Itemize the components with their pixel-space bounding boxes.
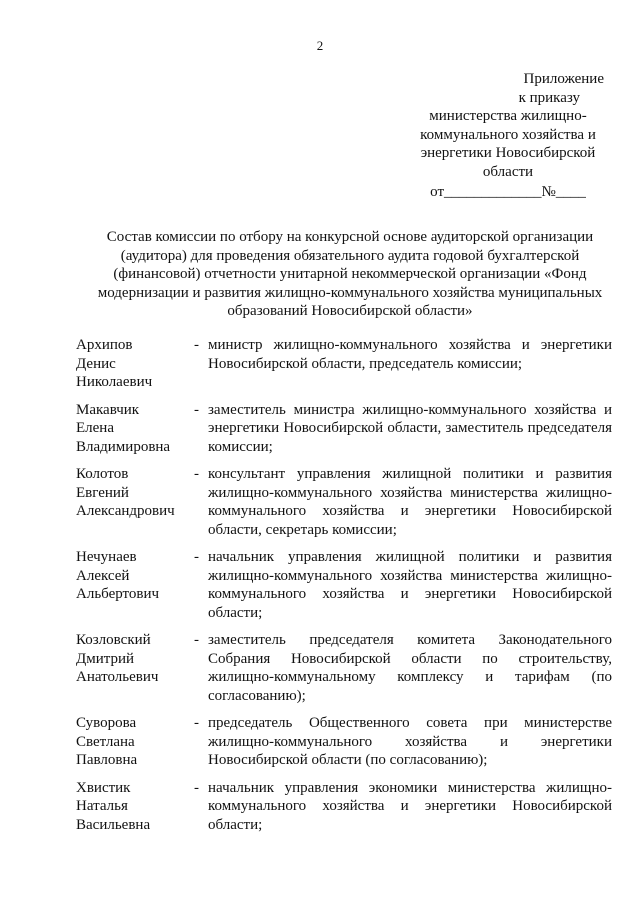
member-first-name: Евгений bbox=[76, 484, 129, 501]
member-first-name: Светлана bbox=[76, 733, 135, 750]
member-patronymic: Павловна bbox=[76, 752, 138, 768]
member-first-name: Наталья bbox=[76, 798, 128, 814]
appendix-line: коммунального хозяйства и bbox=[420, 126, 596, 143]
member-row bbox=[76, 336, 612, 392]
member-name bbox=[76, 401, 192, 457]
member-patronymic: Владимировна bbox=[76, 438, 171, 455]
appendix-line: Приложение bbox=[523, 71, 604, 87]
member-row bbox=[76, 548, 612, 622]
member-surname: Нечунаев bbox=[76, 549, 137, 565]
member-dash: - bbox=[194, 337, 199, 353]
member-surname: Козловский bbox=[76, 632, 151, 648]
member-dash: - bbox=[194, 715, 199, 731]
member-role: консультант управления жилищной политики и развития жилищно-коммунального хозяйства министерства жилищно-коммунального хозяйства и энергетики Новосибирской области, секретарь комиссии; bbox=[208, 466, 612, 538]
member-dash: - bbox=[194, 466, 199, 482]
member-role: заместитель председателя комитета Законодательного Собрания Новосибирской области по строительству, жилищно-коммунальному комплексу и тарифам (по согласованию); bbox=[208, 632, 612, 704]
appendix-line: к приказу bbox=[518, 89, 580, 106]
member-row bbox=[76, 465, 612, 539]
member-name bbox=[76, 465, 192, 539]
member-dash: - bbox=[194, 549, 199, 565]
member-first-name: Елена bbox=[76, 420, 114, 436]
member-name bbox=[76, 779, 192, 835]
member-name bbox=[76, 714, 192, 770]
member-row bbox=[76, 714, 612, 770]
member-surname: Архипов bbox=[76, 337, 133, 353]
member-first-name: Дмитрий bbox=[76, 650, 135, 667]
member-first-name: Алексей bbox=[76, 567, 130, 584]
member-surname: Хвистик bbox=[76, 779, 131, 796]
member-patronymic: Альбертович bbox=[76, 586, 160, 602]
member-role: начальник управления жилищной политики и развития жилищно-коммунального хозяйства министерства жилищно-коммунального хозяйства и энергетики Новосибирской области; bbox=[208, 549, 612, 621]
order-date-number-line: от_____________№____ bbox=[430, 184, 586, 200]
member-role: министр жилищно-коммунального хозяйства и энергетики Новосибирской области, председатель комиссии; bbox=[208, 337, 612, 372]
appendix-line: министерства жилищно- bbox=[429, 108, 587, 124]
appendix-header bbox=[408, 70, 608, 202]
member-patronymic: Анатольевич bbox=[76, 669, 159, 685]
member-name bbox=[76, 336, 192, 392]
member-name bbox=[76, 631, 192, 705]
member-role: заместитель министра жилищно-коммунального хозяйства и энергетики Новосибирской области, заместитель председателя комиссии; bbox=[208, 401, 612, 455]
member-row bbox=[76, 631, 612, 705]
member-row bbox=[76, 401, 612, 457]
member-patronymic: Александрович bbox=[76, 503, 175, 519]
member-dash: - bbox=[194, 401, 199, 418]
member-row bbox=[76, 779, 612, 835]
member-surname: Суворова bbox=[76, 715, 137, 731]
member-patronymic: Николаевич bbox=[76, 374, 153, 390]
member-first-name: Денис bbox=[76, 355, 116, 372]
member-surname: Колотов bbox=[76, 466, 129, 482]
member-name bbox=[76, 548, 192, 622]
member-surname: Макавчик bbox=[76, 401, 140, 418]
commission-members-list bbox=[76, 336, 612, 843]
member-role: председатель Общественного совета при министерстве жилищно-коммунального хозяйства и энергетики Новосибирской области (по согласованию); bbox=[208, 715, 612, 768]
document-title: Состав комиссии по отбору на конкурсной основе аудиторской организации (аудитора) для проведения обязательного аудита годовой бухгалтерской (финансовой) отчетности унитарной некоммерческой организации «Фонд модернизации и развития жилищно-коммунального хозяйства муниципальных образований Новосибирской области» bbox=[97, 229, 603, 319]
appendix-line: области bbox=[482, 163, 534, 180]
page-number: 2 bbox=[316, 38, 324, 53]
member-role: начальник управления экономики министерства жилищно-коммунального хозяйства и энергетики Новосибирской области; bbox=[208, 779, 612, 833]
member-dash: - bbox=[194, 632, 199, 648]
member-dash: - bbox=[194, 779, 199, 796]
appendix-line: энергетики Новосибирской bbox=[420, 145, 596, 161]
member-patronymic: Васильевна bbox=[76, 816, 151, 833]
